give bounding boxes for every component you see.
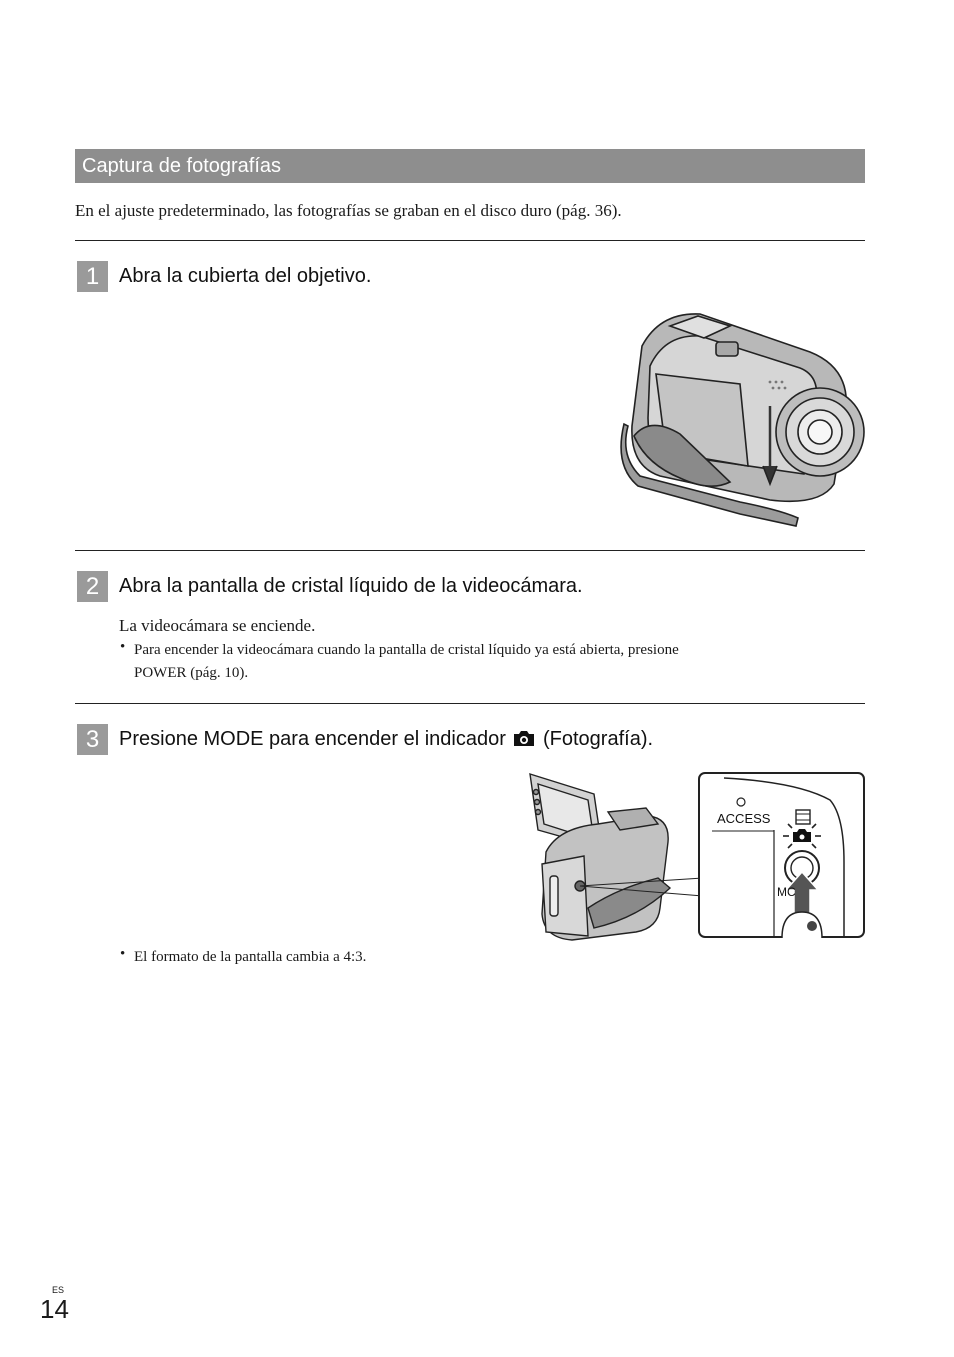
step-3-text-after: (Fotografía). <box>543 728 654 750</box>
camcorder-mode-illustration <box>528 768 703 943</box>
bullet-marker: • <box>120 946 126 962</box>
step-2-body: La videocámara se enciende. <box>119 616 316 635</box>
divider <box>75 240 865 241</box>
intro-paragraph: En el ajuste predeterminado, las fotografías se graban en el disco duro (pág. 36). <box>75 201 622 220</box>
step-3-text-before: Presione MODE para encender el indicador <box>119 728 506 750</box>
step-3-text <box>119 726 653 752</box>
step-2-bullet-line2: POWER (pág. 10). <box>134 665 249 681</box>
bullet-marker: • <box>120 639 126 655</box>
step-3-number: 3 <box>77 724 108 755</box>
step-1-number: 1 <box>77 261 108 292</box>
camera-icon <box>513 729 535 747</box>
step-1-text: Abra la cubierta del objetivo. <box>119 265 372 287</box>
access-label: ACCESS <box>717 811 771 826</box>
mode-button-zoom-inset <box>698 772 865 938</box>
section-title: Captura de fotografías <box>82 155 282 177</box>
movie-icon <box>796 810 810 824</box>
divider <box>75 550 865 551</box>
page-number: 14 <box>40 1294 69 1324</box>
divider <box>75 703 865 704</box>
camcorder-lens-cover-illustration <box>620 306 865 528</box>
step-3-bullet: El formato de la pantalla cambia a 4:3. <box>134 949 367 965</box>
step-2-number: 2 <box>77 571 108 602</box>
page-language-code: ES <box>52 1285 65 1295</box>
step-2-text: Abra la pantalla de cristal líquido de la videocámara. <box>119 575 583 597</box>
mode-label: MC <box>777 885 796 899</box>
step-2-bullet-line1: Para encender la videocámara cuando la pantalla de cristal líquido ya está abierta, presione <box>134 642 679 658</box>
